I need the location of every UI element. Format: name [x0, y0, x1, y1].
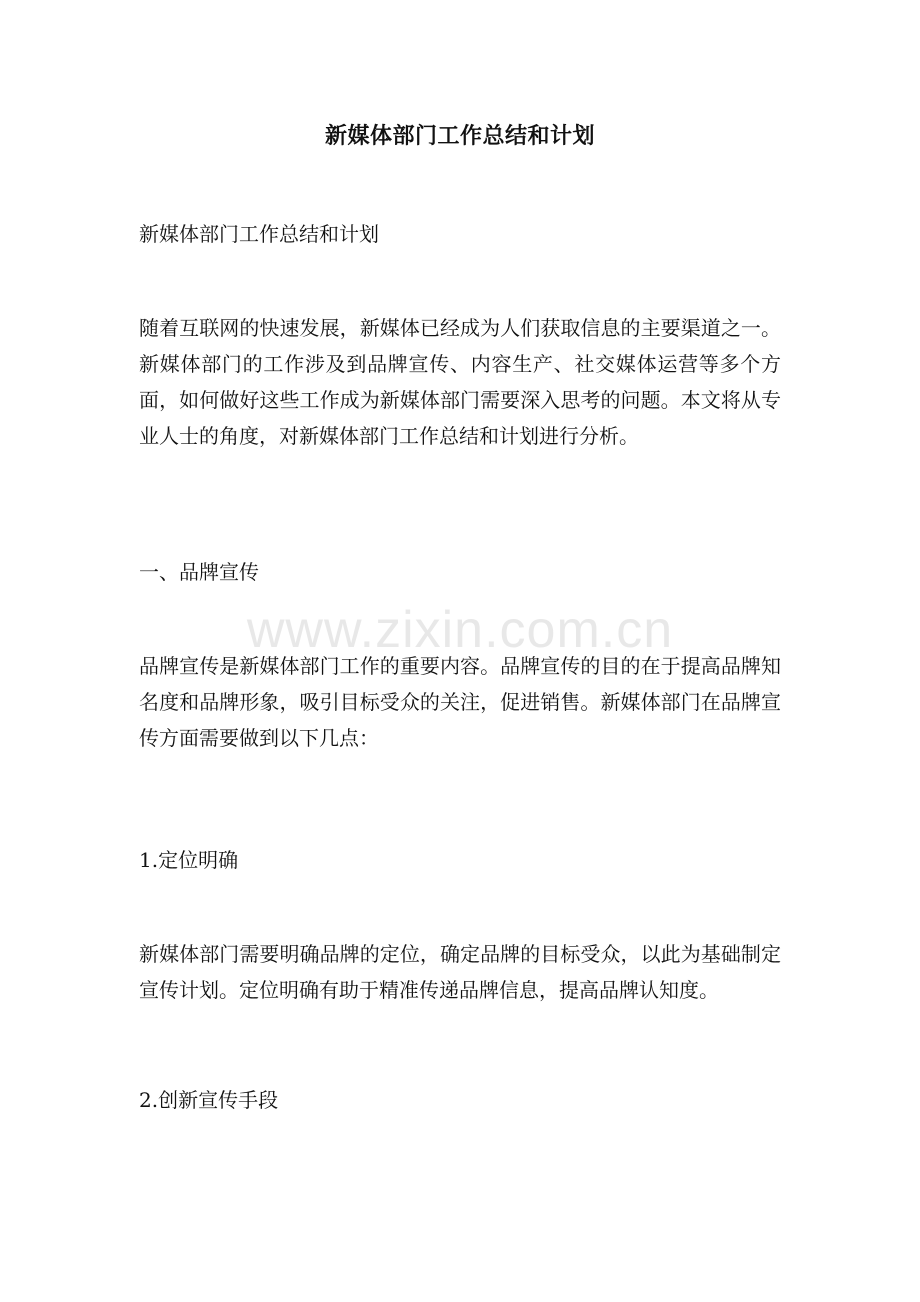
brand-promotion-paragraph: 品牌宣传是新媒体部门工作的重要内容。品牌宣传的目的在于提高品牌知名度和品牌形象，吸引目标受众的关注，促进销售。新媒体部门在品牌宣传方面需要做到以下几点： [139, 654, 781, 750]
point-heading-positioning: 1.定位明确 [139, 848, 239, 872]
point-heading-innovative-promotion: 2.创新宣传手段 [139, 1088, 279, 1112]
section-heading-brand-promotion: 一、品牌宣传 [139, 560, 259, 584]
positioning-paragraph: 新媒体部门需要明确品牌的定位，确定品牌的目标受众，以此为基础制定宣传计划。定位明确有助于精准传递品牌信息，提高品牌认知度。 [139, 942, 781, 1002]
watermark: www.zixin.com.cn [246, 601, 674, 659]
document-subtitle: 新媒体部门工作总结和计划 [139, 222, 379, 246]
document-title: 新媒体部门工作总结和计划 [324, 123, 595, 149]
intro-paragraph: 随着互联网的快速发展，新媒体已经成为人们获取信息的主要渠道之一。新媒体部门的工作涉及到品牌宣传、内容生产、社交媒体运营等多个方面，如何做好这些工作成为新媒体部门需要深入思考的问题。本文将从专业人士的角度，对新媒体部门工作总结和计划进行分析。 [139, 316, 781, 448]
